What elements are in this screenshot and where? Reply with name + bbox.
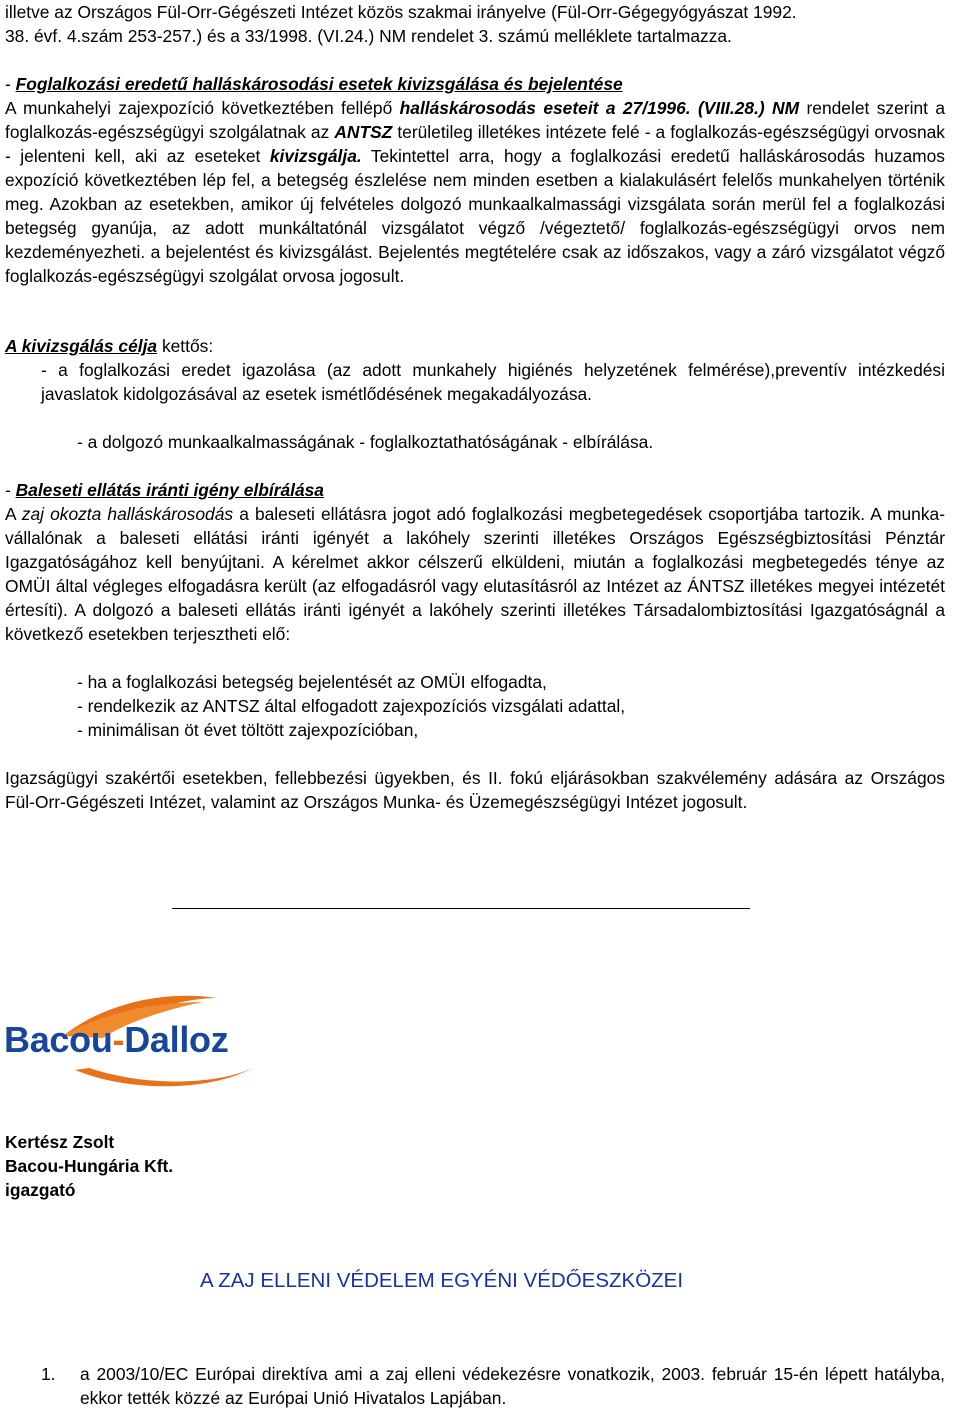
- signature-name: Kertész Zsolt: [5, 1132, 115, 1152]
- list-item: [5, 1362, 945, 1410]
- section1-dash: -: [5, 74, 16, 94]
- section1-paragraph: [5, 96, 945, 288]
- intro-line-1: illetve az Országos Fül-Orr-Gégészeti Intézet közös szakmai irányelve (Fül-Orr-Gégegyógyászat 1992.: [5, 2, 797, 22]
- section3-paragraph: [5, 502, 945, 646]
- list-item-text: a 2003/10/EC Európai direktíva ami a zaj elleni védekezésre vonatkozik, 2003. február 15-én lépett hatályba, ekkor tették közzé az Európai Unió Hivatalos Lapjában.: [80, 1364, 945, 1408]
- intro-line-2: 38. évf. 4.szám 253-257.) és a 33/1998. (VI.24.) NM rendelet 3. számú melléklete tartalmazza.: [5, 26, 732, 46]
- signature-company: Bacou-Hungária Kft.: [5, 1156, 174, 1176]
- signature-block: [5, 1130, 173, 1202]
- section3-closing: Igazságügyi szakértői esetekben, fellebbezési ügyekben, és II. fokú eljárásokban szakvélemény adására az Országos Fül-Orr-Gégészeti Intézet, valamint az Országos Munka- és Üzemegészségügyi Intézet jogosult.: [5, 768, 945, 812]
- section-heading-ppe: A ZAJ ELLENI VÉDELEM EGYÉNI VÉDŐESZKÖZEI: [200, 1269, 684, 1292]
- logo-dash: -: [112, 1019, 125, 1060]
- section1-heading: [5, 72, 623, 96]
- section3-text-c: a baleseti ellátásra jogot adó foglalkozási megbetegedések csoportjába tartozik. A munka-vállalónak a baleseti ellátási iránti igényét a lakóhely szerinti illetékes Országos Egészségbiztosítási Pénztár Igazgatóságához kell benyújtani. A kérelmet akkor célszerű elküldeni, miután a foglalkozási megbetegedés ténye az OMÜI által végleges elfogadásra került (az elfogadásról vagy elutasításról az Intézet az ÁNTSZ illetékes megyei intézetét értesíti). A dolgozó a baleseti ellátás iránti igényét a lakóhely szerinti illetékes Társadalombiztosítási Igazgatóságnál a következő esetekben terjesztheti elő:: [5, 504, 945, 644]
- section1-text-b: halláskárosodás eseteit a 27/1996. (VIII.28.) NM: [399, 98, 800, 118]
- numbered-list: [5, 1362, 945, 1410]
- section3-heading: [5, 478, 324, 502]
- section2-item-1: - a foglalkozási eredet igazolása (az adott munkahely higiénés helyzetének felmérése),preventív intézkedési javaslatok kidolgozásával az esetek ismétlődésének megakadályozása.: [41, 360, 945, 404]
- logo-part-2: Dalloz: [124, 1019, 229, 1060]
- section2-heading: [5, 334, 213, 358]
- section3-dash: -: [5, 480, 16, 500]
- horizontal-rule: [172, 908, 750, 909]
- section3-title: Baleseti ellátás iránti igény elbírálása: [15, 480, 324, 500]
- section2-item-2: - a dolgozó munkaalkalmasságának - foglalkoztathatóságának - elbírálása.: [77, 432, 654, 452]
- section1-text-a: A munkahelyi zajexpozíció következtében fellépő: [5, 98, 400, 118]
- section3-bullet-3: - minimálisan öt évet töltött zajexpozícióban,: [77, 720, 419, 740]
- section1-text-g: Tekintettel arra, hogy a foglalkozási eredetű halláskárosodás huzamos expozíció következtében lép fel, a betegség észlelése nem minden esetben a kialakulásért felelős munkahelyen történik meg. Azokban az esetekben, amikor új felvételes dolgozó munkaalkalmassági vizsgálata során merül fel a foglalkozási betegség gyanúja, az adott munkáltatónál vizsgálatot végző /végeztető/ foglalkozás-egészségügyi orvos nem kezdeményezheti. a bejelentést és kivizsgálást. Bejelentés megtételére csak az időszakos, vagy a záró vizsgálatot végző foglalkozás-egészségügyi szolgálat orvosa jogosult.: [5, 146, 945, 286]
- section1-text-d: ANTSZ: [334, 122, 393, 142]
- section3-text-b: zaj okozta halláskárosodás: [21, 504, 234, 524]
- section3-bullet-1: - ha a foglalkozási betegség bejelentését az OMÜI elfogadta,: [77, 672, 547, 692]
- section1-text-e: területileg illetékes intézete felé - a foglalkozás-egészségügyi orvosnak - jelenteni kell, aki az eseteket: [5, 122, 945, 166]
- list-item-number: 1.: [41, 1364, 56, 1384]
- logo-lower-swoosh-icon: [75, 1068, 253, 1086]
- section3-text-a: A: [5, 504, 22, 524]
- section1-text-f: kivizsgálja.: [269, 146, 362, 166]
- logo-part-1: Bacou: [4, 1019, 113, 1060]
- section1-title: Foglalkozási eredetű halláskárosodási esetek kivizsgálása és bejelentése: [15, 74, 623, 94]
- section1-text-c: rendelet szerint a foglalkozás-egészségügyi szolgálatnak az: [5, 98, 946, 142]
- logo-wordmark: [4, 1018, 228, 1062]
- section2-title-rest: kettős:: [157, 336, 214, 356]
- signature-role: igazgató: [5, 1180, 76, 1200]
- section3-bullet-2: - rendelkezik az ANTSZ által elfogadott zajexpozíciós vizsgálati adattal,: [77, 696, 626, 716]
- section2-title: A kivizsgálás célja: [5, 336, 158, 356]
